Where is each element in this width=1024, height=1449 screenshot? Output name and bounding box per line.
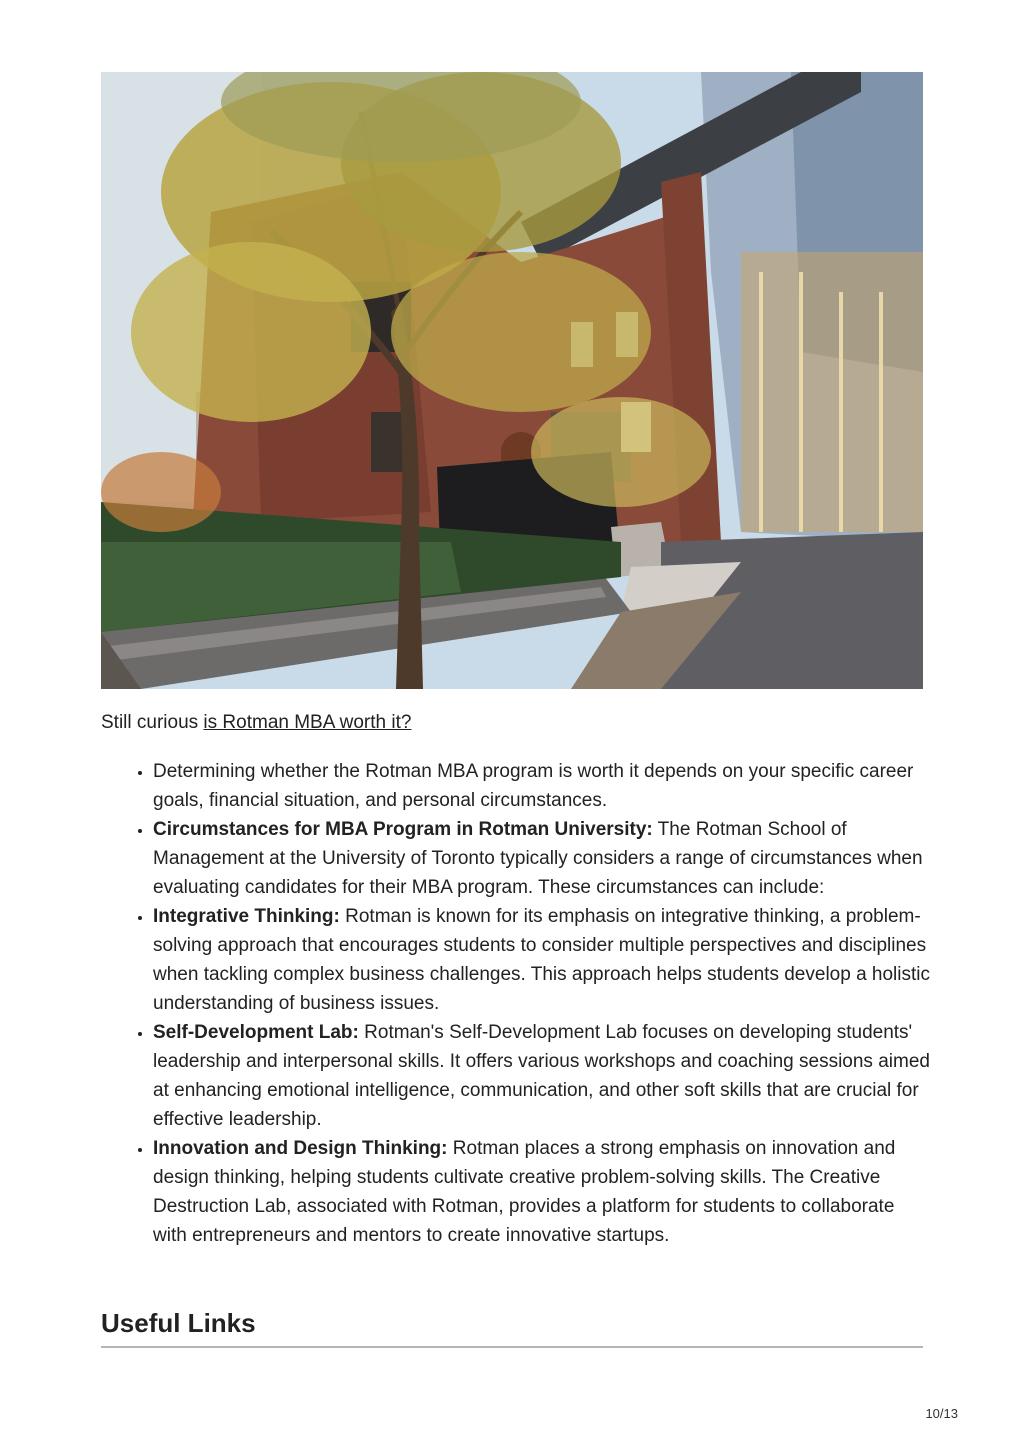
rotman-bullet-list (101, 757, 931, 1250)
bullet-heading: Circumstances for MBA Program in Rotman University: (153, 819, 653, 840)
bullet-heading: Integrative Thinking: (153, 906, 340, 927)
building-photo (101, 72, 923, 689)
bullet-text: Rotman places a strong emphasis on innovation and design thinking, helping students cultivate creative problem-solving skills. The Creative Destruction Lab, associated with Rotman, provides a platform for students to collaborate with entrepreneurs and mentors to create innovative startups. (153, 1138, 896, 1246)
bullet-text: Rotman's Self-Development Lab focuses on developing students' leadership and interpersonal skills. It offers various workshops and coaching sessions aimed at enhancing emotional intelligence, communication, and other soft skills that are crucial for effective leadership. (153, 1022, 930, 1130)
bullet-text: Rotman is known for its emphasis on integrative thinking, a problem-solving approach that encourages students to consider multiple perspectives and disciplines when tackling complex business challenges. This approach helps students develop a holistic understanding of business issues. (153, 906, 930, 1014)
page-number: 10/13 (925, 1406, 958, 1421)
list-item (153, 1134, 931, 1250)
intro-line (101, 709, 411, 737)
list-item (153, 815, 931, 902)
rotman-worth-it-link[interactable]: is Rotman MBA worth it? (203, 712, 412, 733)
list-item (153, 1018, 931, 1134)
bullet-text: The Rotman School of Management at the University of Toronto typically considers a range of circumstances when evaluating candidates for their MBA program. These circumstances can include: (153, 819, 923, 898)
list-item (153, 757, 931, 815)
bullet-heading: Innovation and Design Thinking: (153, 1138, 448, 1159)
section-divider (101, 1346, 923, 1348)
useful-links-heading: Useful Links (101, 1308, 256, 1338)
intro-prefix: Still curious (101, 712, 204, 733)
bullet-heading: Self-Development Lab: (153, 1022, 359, 1043)
bullet-text: Determining whether the Rotman MBA program is worth it depends on your specific career goals, financial situation, and personal circumstances. (153, 761, 914, 811)
building-photo-illustration (101, 72, 923, 689)
list-item (153, 902, 931, 1018)
